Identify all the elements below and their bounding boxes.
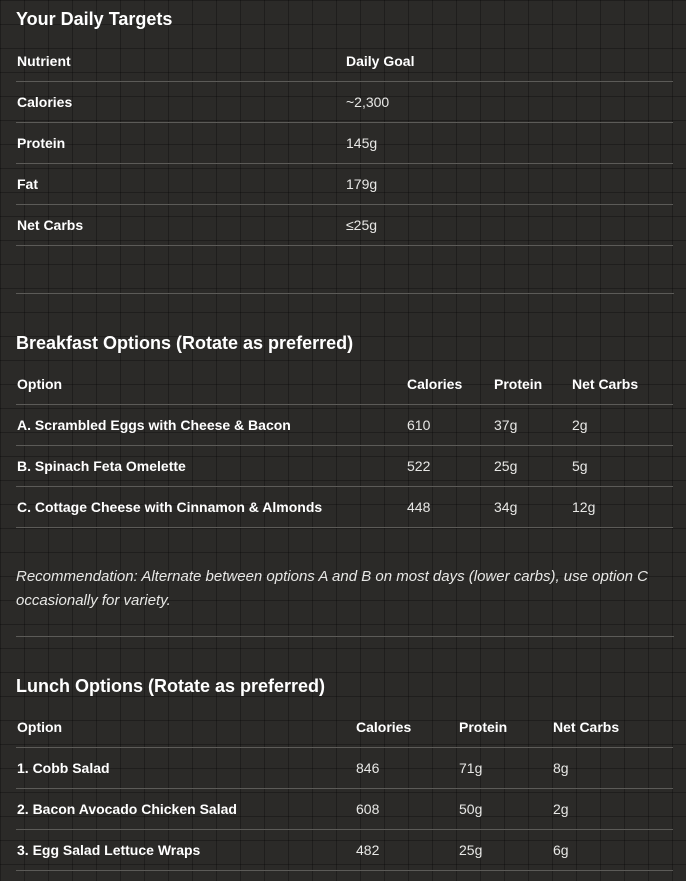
column-header-nutrient: Nutrient [16,41,345,82]
section-divider [16,293,674,294]
option-net-carbs: 6g [552,830,673,871]
option-calories: 610 [406,405,493,446]
lunch-table [16,707,673,871]
daily-targets-table [16,41,673,246]
breakfast-title: Breakfast Options (Rotate as preferred) [16,333,354,353]
table-row [16,748,673,789]
column-header-daily-goal: Daily Goal [345,41,673,82]
column-header-protein: Protein [458,707,552,748]
option-name: B. Spinach Feta Omelette [16,446,406,487]
option-name: 3. Egg Salad Lettuce Wraps [16,830,355,871]
column-header-protein: Protein [493,364,571,405]
nutrient-goal: ≤25g [345,205,673,246]
option-net-carbs: 8g [552,748,673,789]
column-header-net-carbs: Net Carbs [571,364,673,405]
lunch-section [16,667,674,871]
table-row [16,405,673,446]
option-net-carbs: 2g [552,789,673,830]
option-protein: 25g [458,830,552,871]
table-row [16,164,673,205]
column-header-option: Option [16,364,406,405]
table-row [16,82,673,123]
table-row [16,205,673,246]
table-header-row [16,707,673,748]
nutrient-name: Protein [16,123,345,164]
option-protein: 25g [493,446,571,487]
breakfast-table [16,364,673,528]
option-net-carbs: 2g [571,405,673,446]
column-header-calories: Calories [355,707,458,748]
option-net-carbs: 5g [571,446,673,487]
lunch-title: Lunch Options (Rotate as preferred) [16,676,326,696]
table-row [16,789,673,830]
section-divider [16,636,674,637]
breakfast-recommendation: Recommendation: Alternate between options A and B on most days (lower carbs), use option C occasionally for variety. [16,568,648,609]
option-name: 1. Cobb Salad [16,748,355,789]
option-calories: 482 [355,830,458,871]
daily-targets-title: Your Daily Targets [16,9,173,29]
option-name: C. Cottage Cheese with Cinnamon & Almonds [16,487,406,528]
option-protein: 34g [493,487,571,528]
option-name: 2. Bacon Avocado Chicken Salad [16,789,355,830]
option-name: A. Scrambled Eggs with Cheese & Bacon [16,405,406,446]
table-row [16,446,673,487]
nutrient-goal: 179g [345,164,673,205]
nutrient-name: Calories [16,82,345,123]
column-header-net-carbs: Net Carbs [552,707,673,748]
table-row [16,123,673,164]
option-calories: 608 [355,789,458,830]
nutrient-goal: 145g [345,123,673,164]
column-header-calories: Calories [406,364,493,405]
table-header-row [16,364,673,405]
option-protein: 50g [458,789,552,830]
option-calories: 448 [406,487,493,528]
column-header-option: Option [16,707,355,748]
option-net-carbs: 12g [571,487,673,528]
nutrient-name: Fat [16,164,345,205]
table-header-row [16,41,673,82]
option-protein: 71g [458,748,552,789]
option-calories: 522 [406,446,493,487]
table-row [16,487,673,528]
daily-targets-section [16,0,674,246]
table-row [16,830,673,871]
breakfast-section [16,324,674,528]
nutrient-name: Net Carbs [16,205,345,246]
nutrient-goal: ~2,300 [345,82,673,123]
option-protein: 37g [493,405,571,446]
option-calories: 846 [355,748,458,789]
